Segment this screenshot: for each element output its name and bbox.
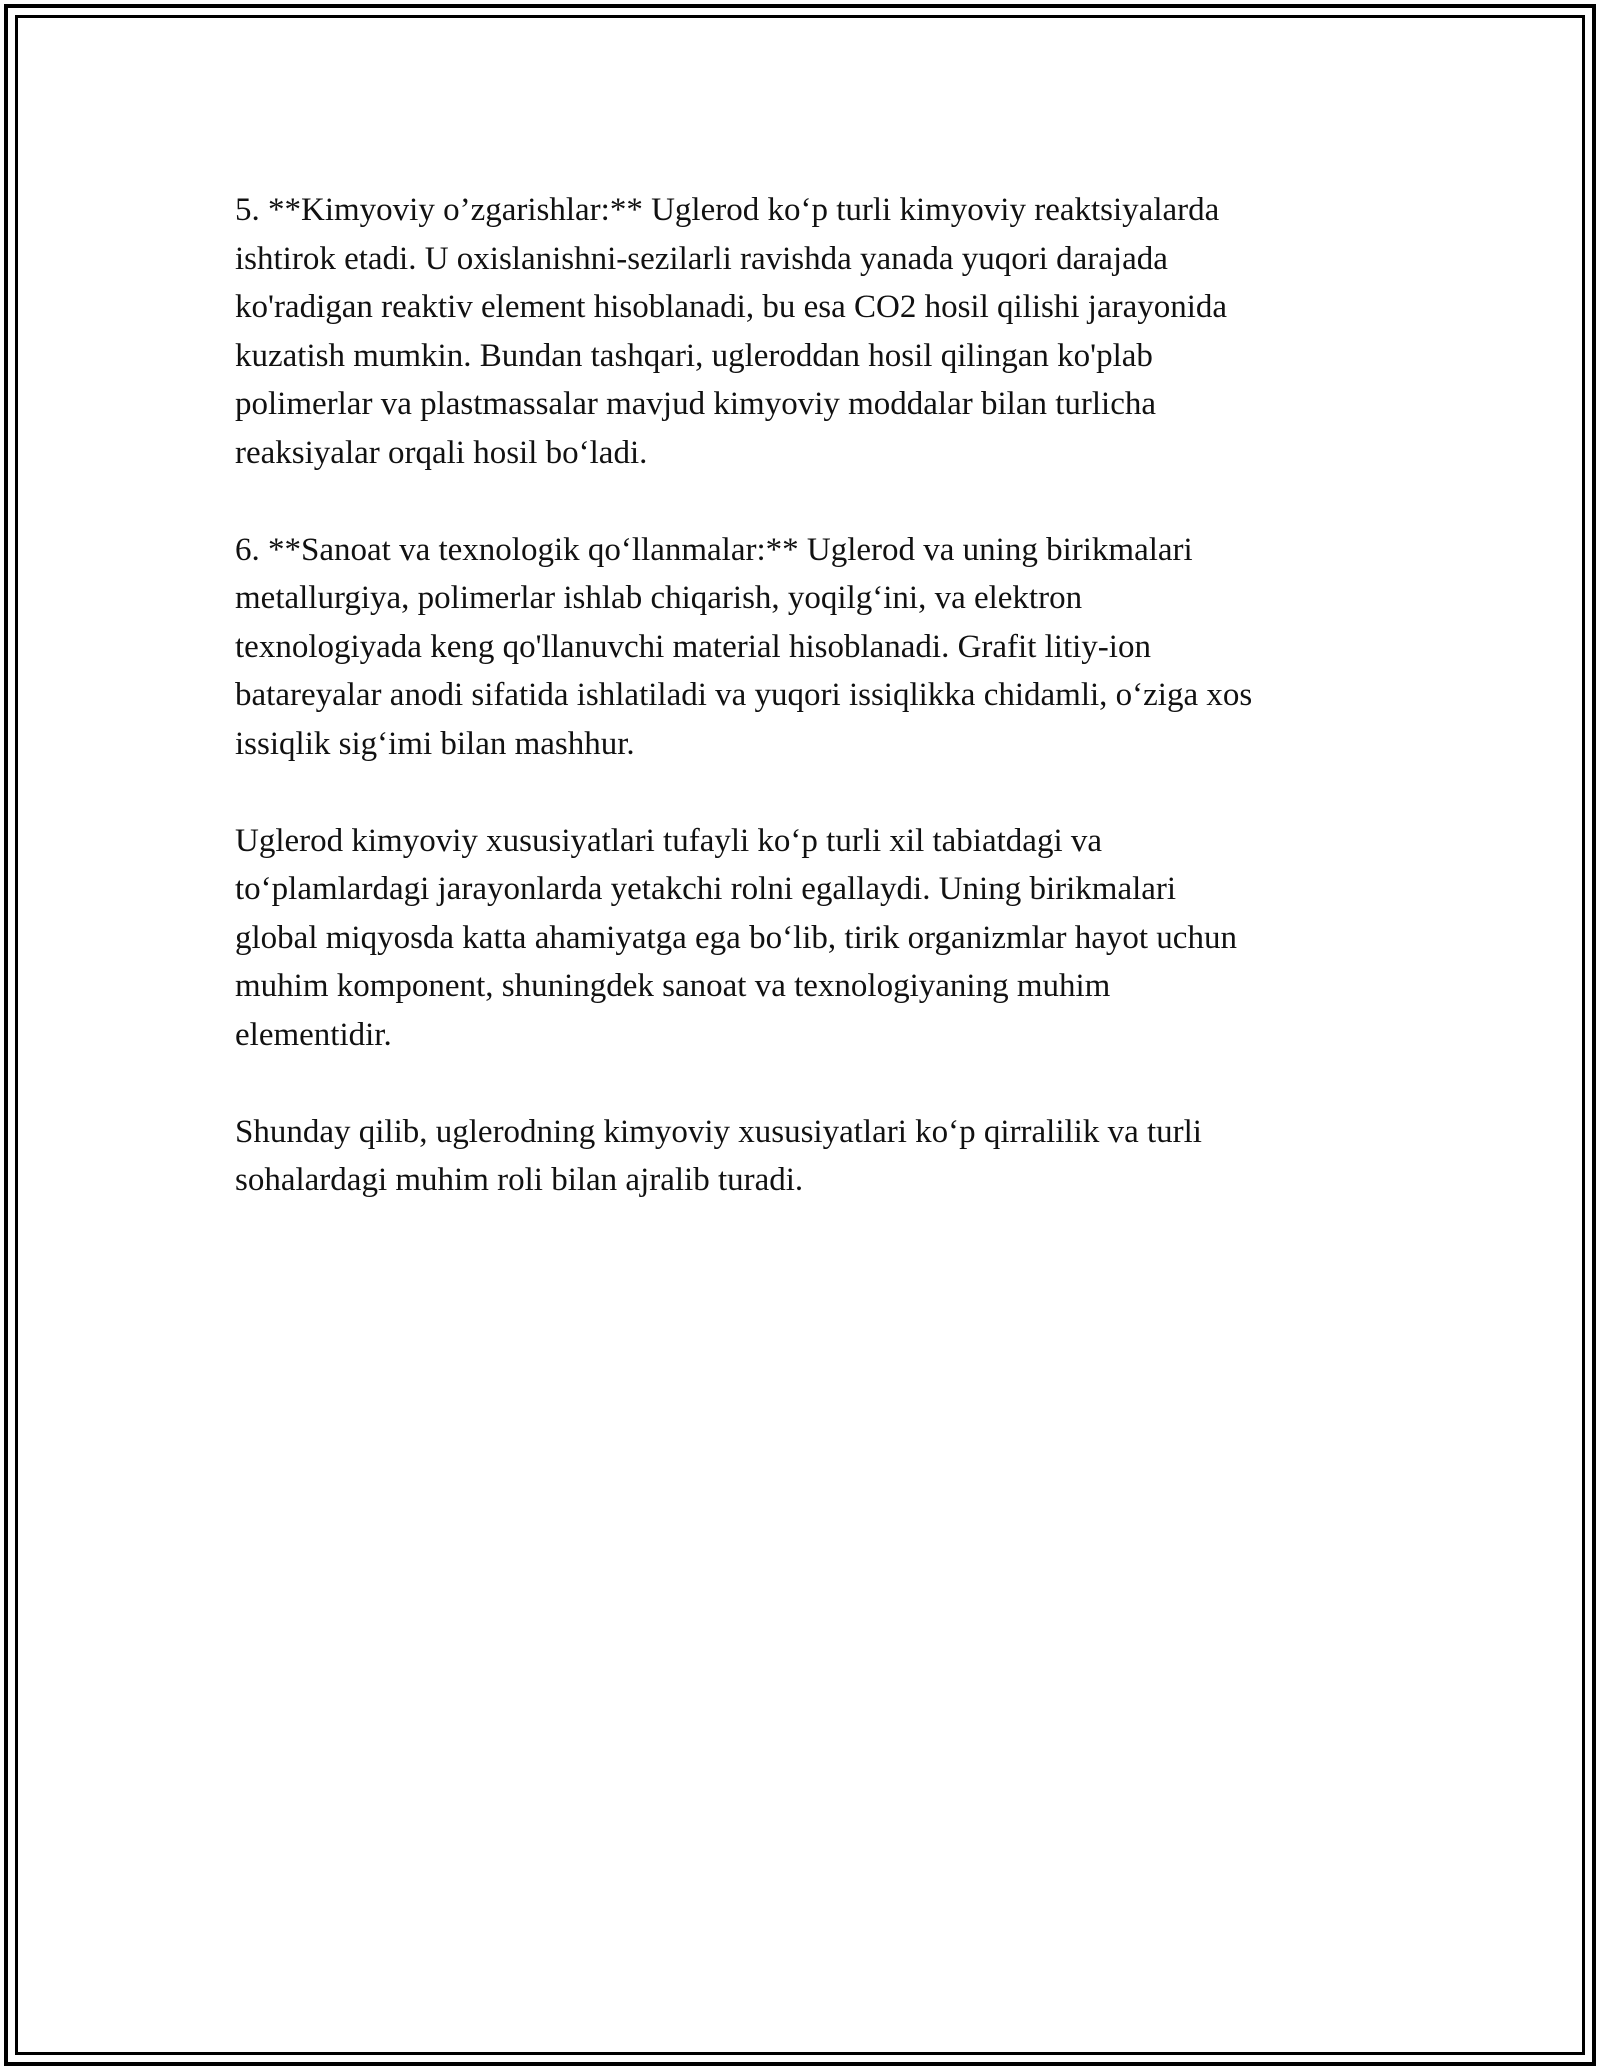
paragraph-chemical-changes: 5. **Kimyoviy o’zgarishlar:** Uglerod ko‘p turli kimyoviy reaktsiyalarda ishtirok etadi. U oxislanishni-sezilarli ravishda yanada yuqori darajada ko'radigan reaktiv element hisoblanadi, bu esa CO2 hosil qilishi jarayonida kuzatish mumkin. Bundan tashqari, ugleroddan hosil qilingan ko'plab polimerlar va plastmassalar mavjud kimyoviy moddalar bilan turlicha reaksiyalar orqali hosil bo‘ladi. — [235, 192, 1228, 471]
paragraph-industrial-applications: 6. **Sanoat va texnologik qo‘llanmalar:** Uglerod va uning birikmalari metallurgiya, polimerlar ishlab chiqarish, yoqilg‘ini, va elektron texnologiyada keng qo'llanuvchi material hisoblanadi. Grafit litiy-ion batareyalar anodi sifatida ishlatiladi va yuqori issiqlikka chidamli, o‘ziga xos issiqlik sig‘imi bilan mashhur. — [235, 531, 1253, 762]
paragraph-summary: Uglerod kimyoviy xususiyatlari tufayli ko‘p turli xil tabiatdagi va to‘plamlardagi jarayonlarda yetakchi rolni egallaydi. Uning birikmalari global miqyosda katta ahamiyatga ega bo‘lib, tirik organizmlar hayot uchun muhim komponent, shuningdek sanoat va texnologiyaning muhim elementidir. — [235, 822, 1237, 1053]
document-body — [235, 186, 1375, 1253]
paragraph-conclusion: Shunday qilib, uglerodning kimyoviy xususiyatlari ko‘p qirralilik va turli sohalardagi muhim roli bilan ajralib turadi. — [235, 1113, 1202, 1198]
